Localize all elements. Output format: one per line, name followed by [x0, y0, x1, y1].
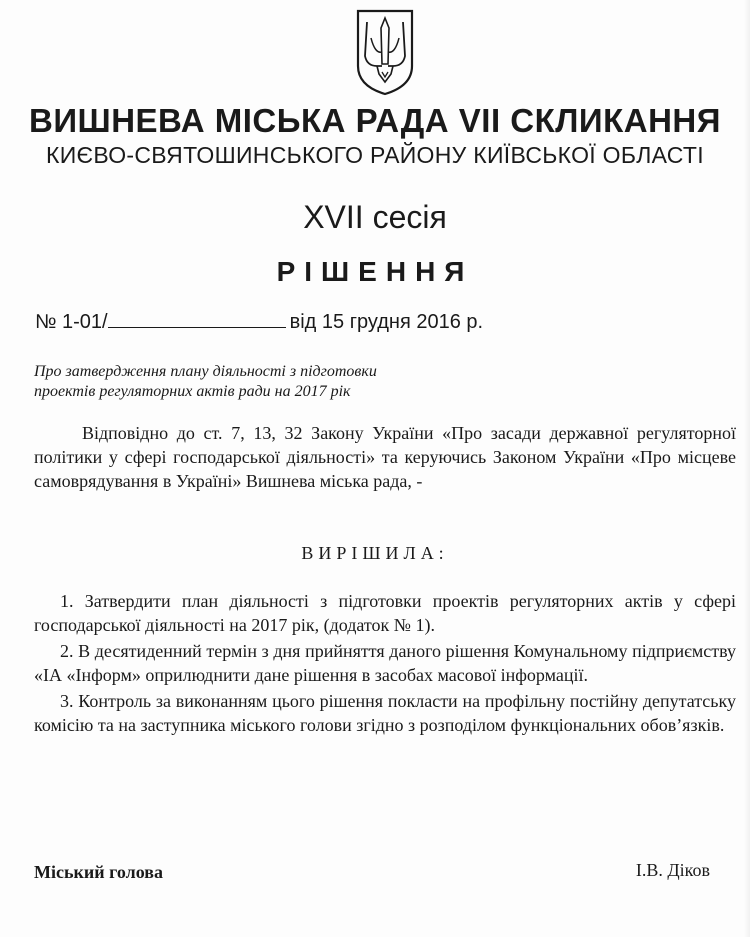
signature-name: І.В. Діков	[635, 860, 710, 880]
signature-position: Міський голова	[34, 862, 163, 882]
council-subtitle: КИЄВО-СВЯТОШИНСЬКОГО РАЙОНУ КИЇВСЬКОЇ ОБЛАСТІ	[46, 142, 704, 168]
subject-line: Про затвердження плану діяльності з підготовки	[34, 363, 377, 380]
trident-emblem-icon	[355, 8, 415, 96]
subject-line: проектів регуляторних актів ради на 2017 рік	[34, 383, 351, 400]
decision-subject	[34, 362, 377, 402]
council-title: ВИШНЕВА МІСЬКА РАДА VII СКЛИКАННЯ	[29, 102, 721, 139]
decision-number: № 1-01/	[35, 311, 108, 333]
scan-edge-shadow	[744, 0, 750, 937]
decision-title: РІШЕННЯ	[276, 256, 474, 287]
preamble	[34, 421, 736, 493]
decision-item: 2. В десятиденний термін з дня прийняття даного рішення Комунальному підприємству «ІА «Інформ» оприлюднити дане рішення в засобах масової інформації.	[34, 641, 736, 685]
decision-date: від 15 грудня 2016 р.	[289, 311, 484, 333]
session-title: XVII сесія	[303, 199, 447, 235]
decision-item: 3. Контроль за виконанням цього рішення покласти на профільну постійну депутатську комісію та на заступника міського голови згідно з розподілом функціональних обов’язків.	[34, 691, 736, 735]
decision-item: 1. Затвердити план діяльності з підготовки проектів регуляторних актів у сфері господарської діяльності на 2017 рік, (додаток № 1).	[34, 591, 736, 635]
decision-number-blank	[108, 309, 286, 328]
decision-number-line	[35, 309, 483, 335]
preamble-text: Відповідно до ст. 7, 13, 32 Закону України «Про засади державної регуляторної політики у сфері господарської діяльності» та керуючись Законом України «Про місцеве самоврядування в Україні» Вишнева міська рада, -	[34, 423, 736, 491]
decision-items	[34, 589, 736, 737]
resolved-heading: ВИРІШИЛА:	[301, 543, 449, 563]
